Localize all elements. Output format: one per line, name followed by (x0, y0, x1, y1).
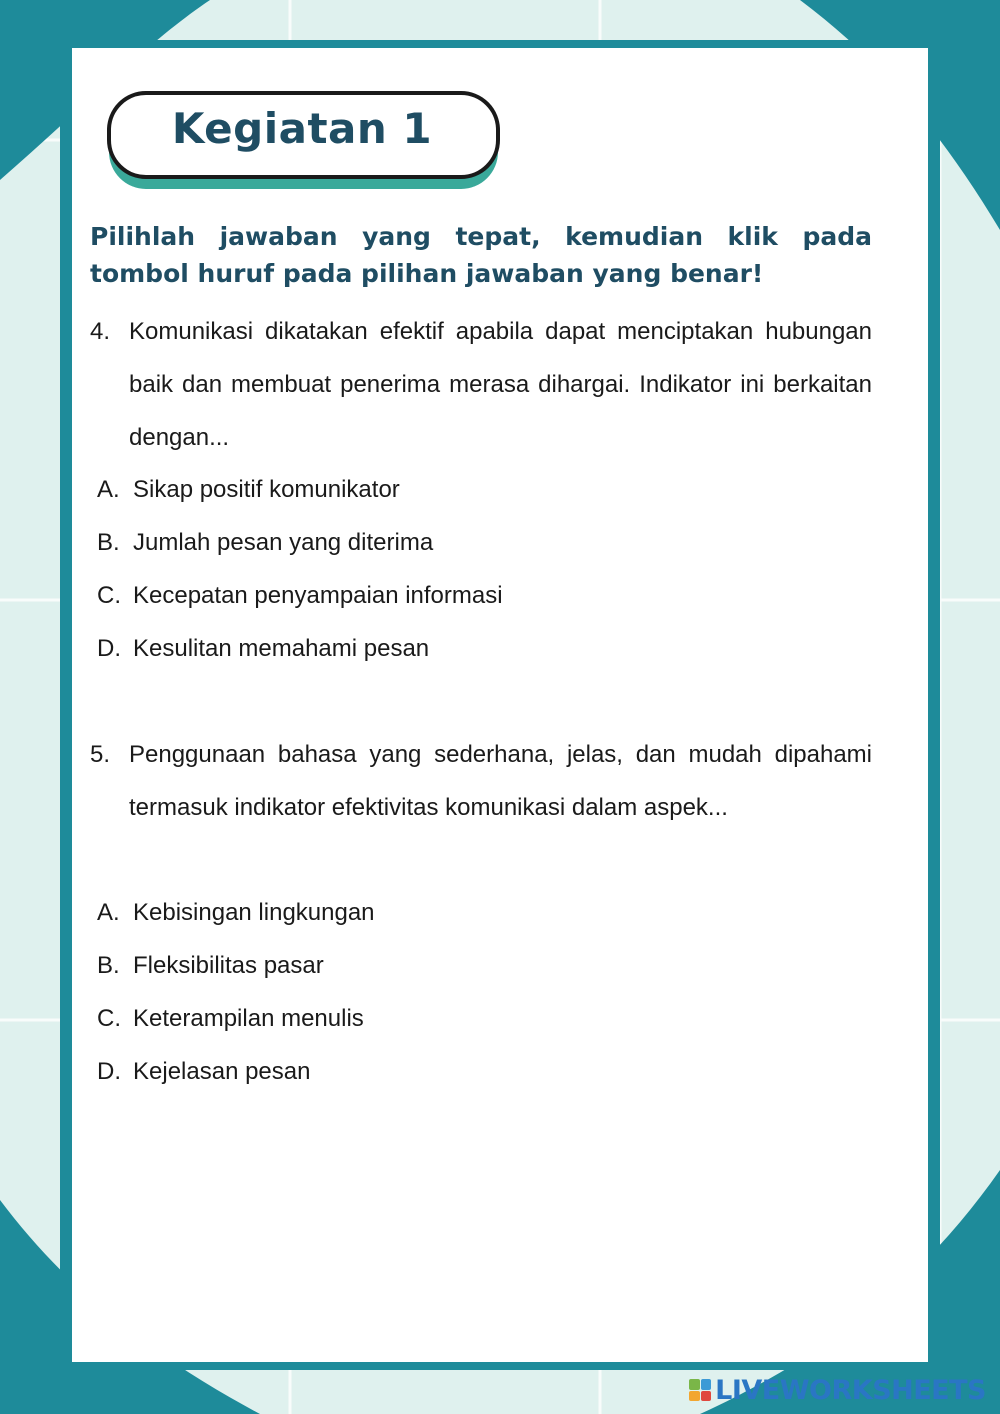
option-letter-button[interactable]: C. (97, 1005, 121, 1032)
option-label: Kesulitan memahami pesan (133, 635, 430, 662)
option-letter-button[interactable]: C. (97, 582, 121, 609)
brand-name: LIVEWORKSHEETS (715, 1374, 986, 1406)
option-letter-button[interactable]: A. (97, 476, 120, 503)
option-5d[interactable] (97, 1057, 310, 1087)
question-number: 5. (90, 741, 111, 768)
option-4c[interactable] (97, 581, 503, 611)
option-label: Kebisingan lingkungan (133, 899, 375, 926)
option-label: Sikap positif komunikator (133, 476, 400, 503)
option-letter-button[interactable]: B. (97, 952, 120, 979)
option-4b[interactable] (97, 528, 433, 558)
liveworksheets-logo-icon (689, 1379, 711, 1401)
question-text: Penggunaan bahasa yang sederhana, jelas, dan mudah dipahami termasuk indikator efektivitas komunikasi dalam aspek... (129, 741, 872, 821)
question-4 (90, 305, 872, 464)
option-label: Kecepatan penyampaian informasi (133, 582, 503, 609)
option-letter-button[interactable]: B. (97, 529, 120, 556)
option-4a[interactable] (97, 475, 400, 505)
option-5b[interactable] (97, 951, 324, 981)
option-letter-button[interactable]: D. (97, 1058, 121, 1085)
option-label: Kejelasan pesan (133, 1058, 311, 1085)
instruction-text: Pilihlah jawaban yang tepat, kemudian klik pada tombol huruf pada pilihan jawaban yang benar! (90, 222, 872, 288)
option-5a[interactable] (97, 898, 375, 928)
option-letter-button[interactable]: A. (97, 899, 120, 926)
title-badge (106, 90, 498, 182)
option-label: Jumlah pesan yang diterima (133, 529, 434, 556)
option-label: Fleksibilitas pasar (133, 952, 324, 979)
option-5c[interactable] (97, 1004, 364, 1034)
page-title: Kegiatan 1 (171, 104, 433, 153)
question-5 (90, 728, 872, 834)
option-letter-button[interactable]: D. (97, 635, 121, 662)
option-4d[interactable] (97, 634, 429, 664)
option-label: Keterampilan menulis (133, 1005, 364, 1032)
question-number: 4. (90, 318, 111, 345)
question-text: Komunikasi dikatakan efektif apabila dapat menciptakan hubungan baik dan membuat penerima merasa dihargai. Indikator ini berkaitan dengan... (129, 318, 872, 451)
liveworksheets-brand[interactable] (689, 1374, 986, 1406)
